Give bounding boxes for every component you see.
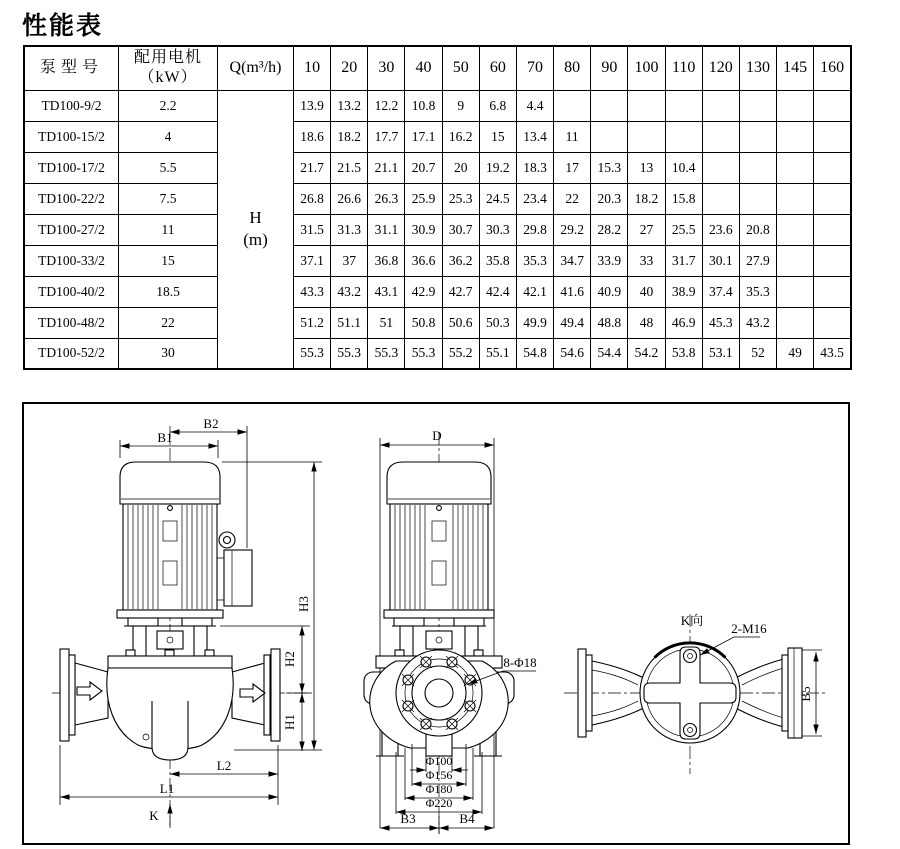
- model-cell: TD100-15/2: [24, 121, 119, 152]
- value-cell: 26.3: [368, 183, 405, 214]
- value-cell: [665, 121, 702, 152]
- value-cell: 37.4: [702, 276, 739, 307]
- value-cell: [739, 90, 776, 121]
- value-cell: 43.2: [739, 307, 776, 338]
- pump-drawings: [24, 404, 848, 843]
- value-cell: [591, 90, 628, 121]
- dim-label-b1: B1: [157, 430, 173, 445]
- tapped-holes-label: 2-M16: [731, 621, 767, 636]
- value-cell: 54.8: [516, 338, 553, 369]
- value-cell: 42.9: [405, 276, 442, 307]
- value-cell: 36.2: [442, 245, 479, 276]
- table-row: [24, 152, 851, 183]
- power-cell: 7.5: [119, 183, 218, 214]
- k-view-drawing: [564, 613, 826, 774]
- value-cell: 29.2: [554, 214, 591, 245]
- fan-cover: [387, 462, 491, 504]
- power-cell: 4: [119, 121, 218, 152]
- value-cell: 42.7: [442, 276, 479, 307]
- power-cell: 22: [119, 307, 218, 338]
- value-cell: [814, 121, 851, 152]
- value-cell: 13: [628, 152, 665, 183]
- value-cell: 34.7: [554, 245, 591, 276]
- value-cell: 31.5: [294, 214, 331, 245]
- col-header-q-50: 50: [442, 46, 479, 90]
- col-header-q-30: 30: [368, 46, 405, 90]
- value-cell: 17.1: [405, 121, 442, 152]
- value-cell: 15.3: [591, 152, 628, 183]
- value-cell: 43.2: [331, 276, 368, 307]
- col-header-q-160: 160: [814, 46, 851, 90]
- value-cell: 25.9: [405, 183, 442, 214]
- dim-label-phi220: Φ220: [425, 796, 453, 810]
- table-row: [24, 121, 851, 152]
- value-cell: 27: [628, 214, 665, 245]
- value-cell: 21.5: [331, 152, 368, 183]
- value-cell: 31.1: [368, 214, 405, 245]
- value-cell: [554, 90, 591, 121]
- table-row: [24, 338, 851, 369]
- dim-label-phi100: Φ100: [425, 754, 453, 768]
- value-cell: [814, 245, 851, 276]
- value-cell: 53.1: [702, 338, 739, 369]
- value-cell: [814, 307, 851, 338]
- value-cell: 35.3: [739, 276, 776, 307]
- value-cell: 13.2: [331, 90, 368, 121]
- bolt-holes-label: 8-Φ18: [503, 655, 537, 670]
- casing-nose: [152, 701, 188, 760]
- value-cell: [814, 214, 851, 245]
- model-cell: TD100-52/2: [24, 338, 119, 369]
- header-row: [24, 46, 851, 90]
- left-flange: [578, 649, 586, 737]
- col-header-q-10: 10: [294, 46, 331, 90]
- power-cell: 18.5: [119, 276, 218, 307]
- value-cell: 23.6: [702, 214, 739, 245]
- value-cell: [702, 121, 739, 152]
- value-cell: [739, 121, 776, 152]
- dim-label-l2: L2: [216, 758, 232, 773]
- col-header-motor: 配用电机 （kW）: [119, 46, 218, 90]
- motor-body: [123, 504, 217, 610]
- value-cell: 36.6: [405, 245, 442, 276]
- value-cell: [777, 276, 814, 307]
- motor-flange: [117, 610, 223, 618]
- value-cell: 33: [628, 245, 665, 276]
- value-cell: 10.8: [405, 90, 442, 121]
- value-cell: [814, 152, 851, 183]
- model-cell: TD100-33/2: [24, 245, 119, 276]
- value-cell: 43.5: [814, 338, 851, 369]
- value-cell: 19.2: [479, 152, 516, 183]
- value-cell: 21.7: [294, 152, 331, 183]
- dim-label-b4: B4: [459, 811, 475, 826]
- value-cell: 42.4: [479, 276, 516, 307]
- value-cell: 54.6: [554, 338, 591, 369]
- value-cell: 40.9: [591, 276, 628, 307]
- value-cell: 33.9: [591, 245, 628, 276]
- value-cell: 4.4: [516, 90, 553, 121]
- value-cell: 54.2: [628, 338, 665, 369]
- dim-label-phi156: Φ156: [425, 768, 453, 782]
- value-cell: 30.7: [442, 214, 479, 245]
- value-cell: 13.9: [294, 90, 331, 121]
- col-header-q-100: 100: [628, 46, 665, 90]
- power-cell: 30: [119, 338, 218, 369]
- value-cell: [591, 121, 628, 152]
- coupling: [157, 631, 183, 649]
- value-cell: 9: [442, 90, 479, 121]
- value-cell: 50.6: [442, 307, 479, 338]
- value-cell: [777, 90, 814, 121]
- value-cell: 49.4: [554, 307, 591, 338]
- table-row: [24, 90, 851, 121]
- model-cell: TD100-17/2: [24, 152, 119, 183]
- value-cell: [777, 245, 814, 276]
- bottom-nozzle: [426, 734, 452, 756]
- value-cell: 22: [554, 183, 591, 214]
- value-cell: 10.4: [665, 152, 702, 183]
- dimension-drawing-panel: [22, 402, 850, 845]
- value-cell: 20.7: [405, 152, 442, 183]
- value-cell: 17.7: [368, 121, 405, 152]
- value-cell: 23.4: [516, 183, 553, 214]
- table-row: [24, 183, 851, 214]
- col-header-q-80: 80: [554, 46, 591, 90]
- value-cell: 35.8: [479, 245, 516, 276]
- value-cell: 55.1: [479, 338, 516, 369]
- value-cell: 21.1: [368, 152, 405, 183]
- terminal-box: [224, 550, 252, 606]
- table-row: [24, 276, 851, 307]
- value-cell: 15.8: [665, 183, 702, 214]
- dim-label-h2: H2: [282, 651, 297, 667]
- value-cell: [739, 183, 776, 214]
- col-header-q-120: 120: [702, 46, 739, 90]
- value-cell: 20: [442, 152, 479, 183]
- value-cell: 43.3: [294, 276, 331, 307]
- value-cell: 13.4: [516, 121, 553, 152]
- value-cell: 20.8: [739, 214, 776, 245]
- value-cell: [702, 90, 739, 121]
- value-cell: 42.1: [516, 276, 553, 307]
- value-cell: 35.3: [516, 245, 553, 276]
- value-cell: 51.1: [331, 307, 368, 338]
- dim-label-h1: H1: [282, 714, 297, 730]
- model-cell: TD100-40/2: [24, 276, 119, 307]
- value-cell: 36.8: [368, 245, 405, 276]
- flange-disc: [396, 650, 482, 736]
- value-cell: [777, 152, 814, 183]
- value-cell: 41.6: [554, 276, 591, 307]
- value-cell: [702, 183, 739, 214]
- value-cell: 29.8: [516, 214, 553, 245]
- value-cell: 49: [777, 338, 814, 369]
- value-cell: [702, 152, 739, 183]
- value-cell: 20.3: [591, 183, 628, 214]
- page-title: 性能表: [22, 12, 104, 40]
- value-cell: [814, 90, 851, 121]
- value-cell: 26.6: [331, 183, 368, 214]
- value-cell: 54.4: [591, 338, 628, 369]
- value-cell: 27.9: [739, 245, 776, 276]
- col-header-q-90: 90: [591, 46, 628, 90]
- col-header-model: 泵型号: [24, 46, 119, 90]
- value-cell: [777, 307, 814, 338]
- value-cell: 17: [554, 152, 591, 183]
- model-cell: TD100-27/2: [24, 214, 119, 245]
- value-cell: 18.3: [516, 152, 553, 183]
- value-cell: 46.9: [665, 307, 702, 338]
- value-cell: 16.2: [442, 121, 479, 152]
- table-row: [24, 245, 851, 276]
- dim-label-d: D: [432, 428, 442, 443]
- k-view-label: K向: [680, 613, 704, 628]
- value-cell: 55.3: [294, 338, 331, 369]
- col-header-flow: Q(m³/h): [218, 46, 294, 90]
- value-cell: 40: [628, 276, 665, 307]
- value-cell: 45.3: [702, 307, 739, 338]
- value-cell: 55.3: [331, 338, 368, 369]
- value-cell: [739, 152, 776, 183]
- value-cell: 55.3: [405, 338, 442, 369]
- model-cell: TD100-9/2: [24, 90, 119, 121]
- value-cell: 48: [628, 307, 665, 338]
- col-header-q-70: 70: [516, 46, 553, 90]
- value-cell: 12.2: [368, 90, 405, 121]
- value-cell: 18.6: [294, 121, 331, 152]
- value-cell: [814, 276, 851, 307]
- col-header-q-110: 110: [665, 46, 702, 90]
- suction-flange: [60, 649, 69, 741]
- value-cell: 30.9: [405, 214, 442, 245]
- value-cell: 55.2: [442, 338, 479, 369]
- value-cell: 38.9: [665, 276, 702, 307]
- value-cell: 28.2: [591, 214, 628, 245]
- value-cell: 50.8: [405, 307, 442, 338]
- col-header-q-40: 40: [405, 46, 442, 90]
- discharge-flange: [271, 649, 280, 741]
- value-cell: 43.1: [368, 276, 405, 307]
- pump-bracket-plate: [108, 656, 232, 668]
- fan-cover: [120, 462, 220, 504]
- value-cell: [777, 183, 814, 214]
- head-unit-cell: H (m): [218, 90, 294, 369]
- value-cell: 18.2: [628, 183, 665, 214]
- dim-label-phi180: Φ180: [425, 782, 453, 796]
- value-cell: 52: [739, 338, 776, 369]
- value-cell: 30.1: [702, 245, 739, 276]
- dim-label-b2: B2: [203, 416, 219, 431]
- power-cell: 15: [119, 245, 218, 276]
- power-cell: 5.5: [119, 152, 218, 183]
- col-header-q-130: 130: [739, 46, 776, 90]
- col-header-q-20: 20: [331, 46, 368, 90]
- table-row: [24, 214, 851, 245]
- col-header-q-145: 145: [777, 46, 814, 90]
- value-cell: 37: [331, 245, 368, 276]
- value-cell: 26.8: [294, 183, 331, 214]
- power-cell: 11: [119, 214, 218, 245]
- col-header-q-60: 60: [479, 46, 516, 90]
- table-row: [24, 307, 851, 338]
- value-cell: 6.8: [479, 90, 516, 121]
- value-cell: 55.3: [368, 338, 405, 369]
- dim-label-l1: L1: [159, 781, 175, 796]
- value-cell: 49.9: [516, 307, 553, 338]
- power-cell: 2.2: [119, 90, 218, 121]
- value-cell: 53.8: [665, 338, 702, 369]
- value-cell: [628, 121, 665, 152]
- value-cell: 51.2: [294, 307, 331, 338]
- lifting-eye: [219, 532, 235, 548]
- front-view-drawing: [364, 428, 537, 834]
- tapped-hole: [684, 724, 697, 737]
- value-cell: 31.3: [331, 214, 368, 245]
- value-cell: [777, 121, 814, 152]
- model-cell: TD100-22/2: [24, 183, 119, 214]
- model-cell: TD100-48/2: [24, 307, 119, 338]
- dim-label-b5: B5: [798, 686, 813, 702]
- value-cell: 15: [479, 121, 516, 152]
- value-cell: 51: [368, 307, 405, 338]
- value-cell: [777, 214, 814, 245]
- value-cell: 25.5: [665, 214, 702, 245]
- value-cell: [814, 183, 851, 214]
- performance-table: [23, 45, 852, 370]
- value-cell: 31.7: [665, 245, 702, 276]
- side-view-drawing: [52, 416, 322, 828]
- value-cell: 18.2: [331, 121, 368, 152]
- motor-flange: [384, 610, 494, 618]
- value-cell: [628, 90, 665, 121]
- tapped-hole: [684, 650, 697, 663]
- value-cell: 11: [554, 121, 591, 152]
- dim-label-b3: B3: [400, 811, 416, 826]
- view-arrow-label-k: K: [149, 808, 159, 823]
- value-cell: 37.1: [294, 245, 331, 276]
- value-cell: 25.3: [442, 183, 479, 214]
- value-cell: 24.5: [479, 183, 516, 214]
- value-cell: 48.8: [591, 307, 628, 338]
- value-cell: 50.3: [479, 307, 516, 338]
- value-cell: [665, 90, 702, 121]
- value-cell: 30.3: [479, 214, 516, 245]
- dim-label-h3: H3: [296, 596, 311, 612]
